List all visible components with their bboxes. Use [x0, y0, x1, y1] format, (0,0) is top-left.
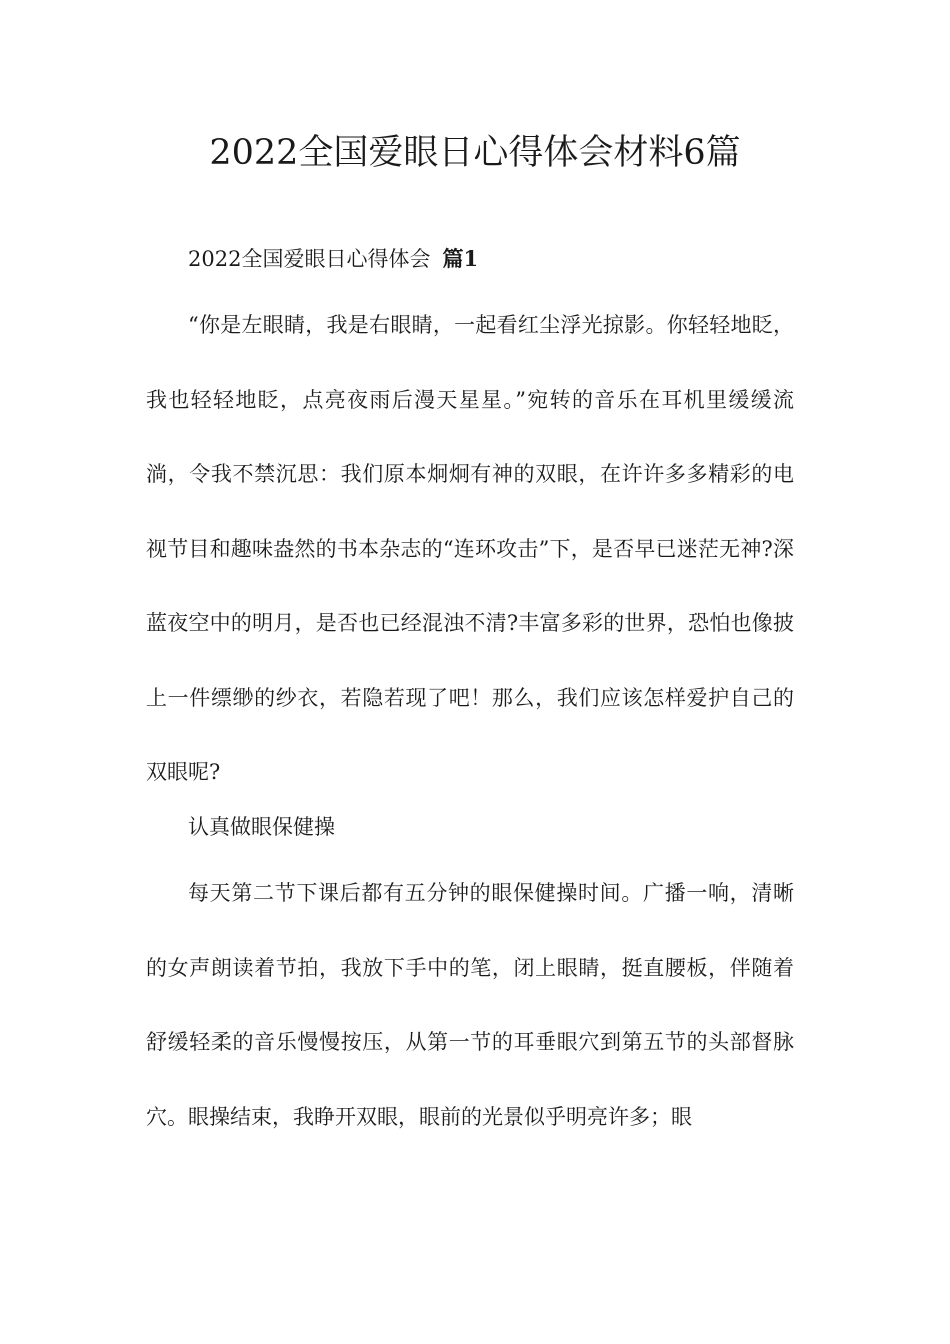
body-paragraph-eye-exercise: 每天第二节下课后都有五分钟的眼保健操时间。广播一响，清晰的女声朗读着节拍，我放下手中的笔，闭上眼睛，挺直腰板，伴随着舒缓轻柔的音乐慢慢按压，从第一节的耳垂眼穴到第五节的头部督脉穴。眼操结束，我睁开双眼，眼前的光景似乎明亮许多；眼 — [146, 881, 794, 1129]
subheading-eye-exercise: 认真做眼保健操 — [188, 815, 335, 839]
document-title: 2022全国爱眼日心得体会材料6篇 — [209, 133, 741, 173]
section-heading-text: 2022全国爱眼日心得体会 — [188, 247, 431, 271]
section-piece-label: 篇1 — [442, 246, 479, 271]
section-heading — [188, 244, 478, 274]
body-paragraph-intro: “你是左眼睛，我是右眼睛，一起看红尘浮光掠影。你轻轻地眨，我也轻轻地眨，点亮夜雨后漫天星星。”宛转的音乐在耳机里缓缓流淌，令我不禁沉思：我们原本炯炯有神的双眼，在许许多多精彩的电视节目和趣味盎然的书本杂志的“连环攻击”下，是否早已迷茫无神?深蓝夜空中的明月，是否也已经混浊不清?丰富多彩的世界，恐怕也像披上一件缥缈的纱衣，若隐若现了吧！那么，我们应该怎样爱护自己的双眼呢? — [146, 313, 794, 784]
